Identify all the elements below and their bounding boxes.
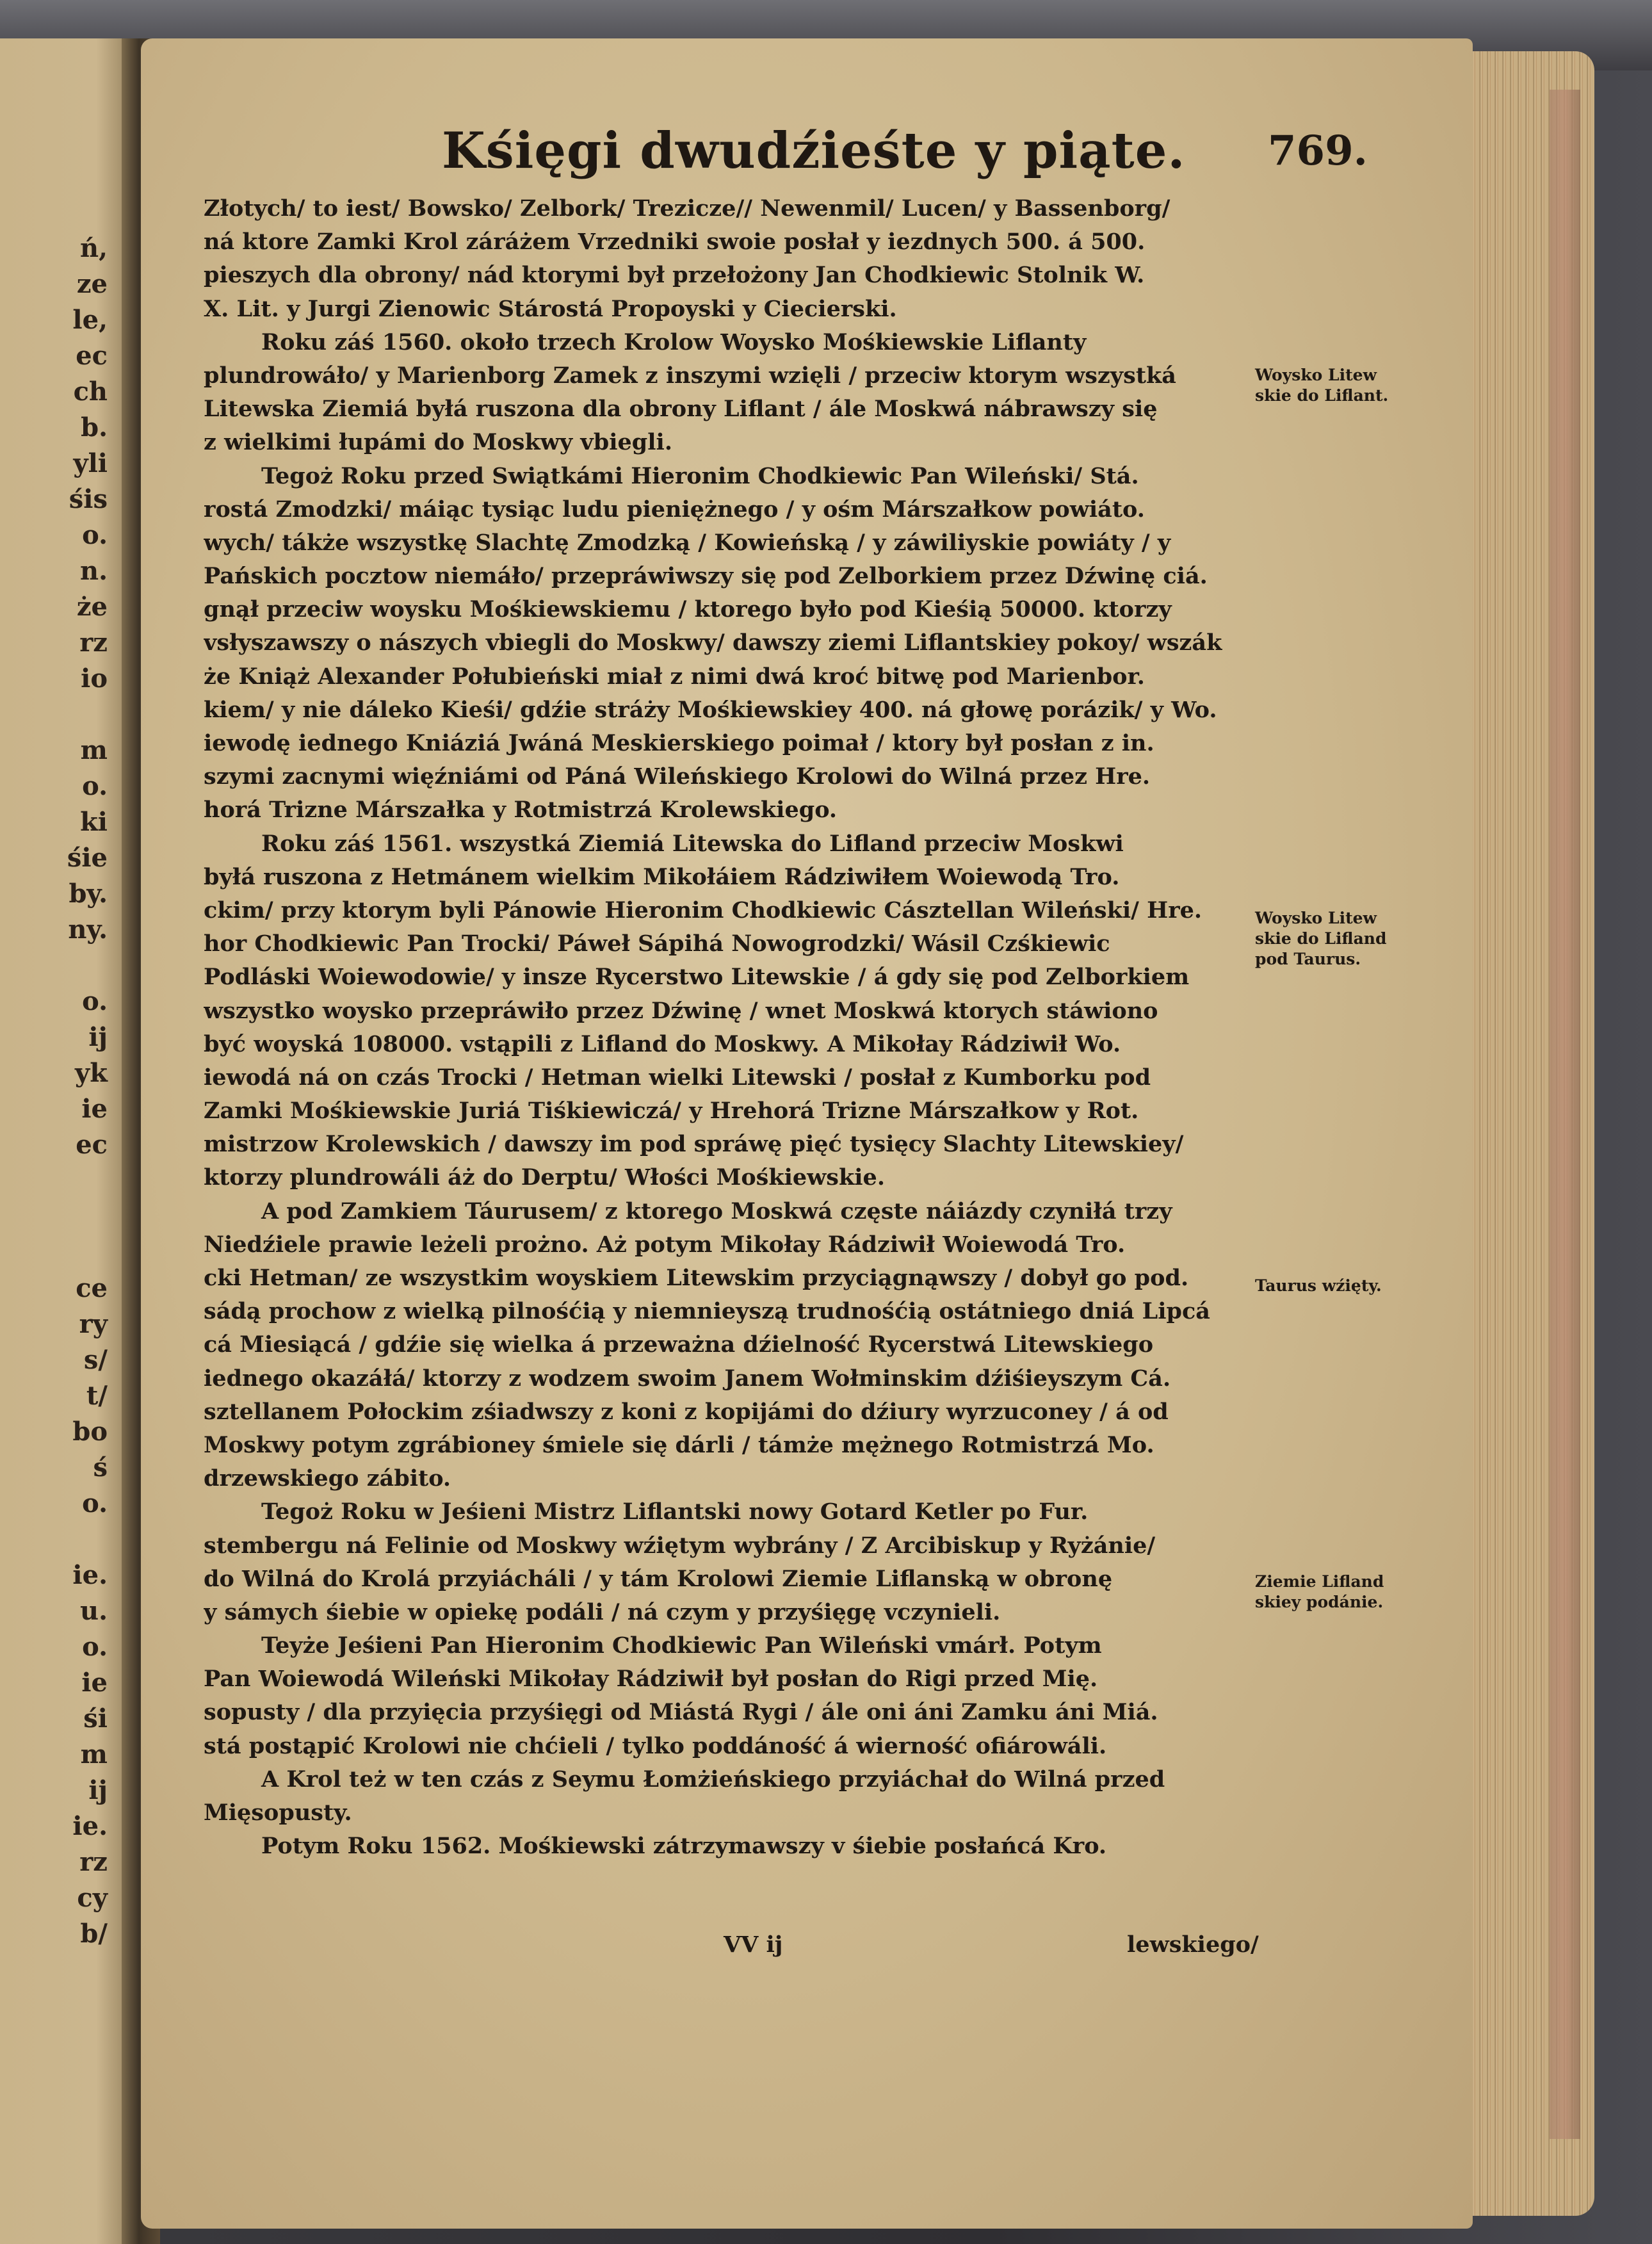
margin-note — [1255, 365, 1409, 406]
left-page-fragment — [0, 1522, 115, 1557]
left-page-fragment: rz — [79, 628, 108, 658]
left-page-fragment: ij — [88, 1022, 108, 1052]
margin-note-line: Taurus wźięty. — [1255, 1276, 1382, 1295]
text-line: hor Chodkiewic Pan Trocki/ Páweł Sápihá Nowogrodzki/ Wásil Czśkiewic — [204, 931, 1110, 957]
left-page-fragment: ny. — [68, 915, 108, 945]
left-page-fragment — [0, 697, 115, 733]
text-line: Litewska Ziemiá byłá ruszona dla obrony Liflant / ále Moskwá nábrawszy się — [204, 396, 1158, 423]
left-page-fragment: ń, — [79, 233, 108, 263]
left-page-fragment: bo — [72, 1417, 108, 1447]
text-line: stembergu ná Felinie od Moskwy wźiętym wybrány / Z Arcibiskup y Ryżánie/ — [204, 1532, 1156, 1559]
left-page-fragment: ze — [76, 269, 108, 299]
text-line: plundrowáło/ y Marienborg Zamek z inszymi wzięli / przeciw ktorym wszystká — [204, 362, 1176, 389]
left-page-fragment: by. — [69, 879, 108, 909]
text-line: Tegoż Roku w Jeśieni Mistrz Liflantski nowy Gotard Ketler po Fur. — [261, 1499, 1089, 1525]
text-line: Złotych/ to iest/ Bowsko/ Zelbork/ Trezicze// Newenmil/ Lucen/ y Bassenborg/ — [204, 195, 1170, 222]
margin-note-line: Ziemie Lifland — [1255, 1572, 1384, 1591]
text-line: Potym Roku 1562. Mośkiewski zátrzymawszy v śiebie posłańcá Kro. — [261, 1833, 1107, 1860]
text-line: horá Trizne Márszałka y Rotmistrzá Krolewskiego. — [204, 797, 838, 824]
page-edges-tint — [1550, 90, 1580, 2139]
text-line: że Kniąż Alexander Połubieński miał z nimi dwá kroć bitwę pod Marienbor. — [204, 663, 1145, 690]
text-line: Pańskich pocztow niemáło/ przepráwiwszy się pod Zelborkiem przez Dźwinę ciá. — [204, 563, 1208, 590]
margin-note-line: skiey podánie. — [1255, 1593, 1384, 1611]
left-page-fragment — [0, 948, 115, 984]
text-line: gnął przeciw woysku Mośkiewskiemu / ktorego było pod Kieśią 50000. ktorzy — [204, 596, 1172, 623]
left-page-fragment: le, — [72, 305, 108, 335]
left-page-fragment: śi — [83, 1703, 108, 1734]
left-page-fragment: ie. — [72, 1560, 108, 1590]
left-facing-page — [0, 38, 138, 2244]
text-line: z wielkimi łupámi do Moskwy vbiegli. — [204, 429, 673, 456]
text-line: ná ktore Zamki Krol záráżem Vrzedniki swoie posłał y iezdnych 500. á 500. — [204, 229, 1146, 256]
left-page-fragment: yk — [75, 1058, 108, 1088]
text-line: cki Hetman/ ze wszystkim woyskiem Litewskim przyciągnąwszy / dobył go pod. — [204, 1265, 1189, 1291]
left-page-fragment: ki — [80, 807, 108, 837]
text-line: Roku záś 1560. około trzech Krolow Woysko Mośkiewskie Liflanty — [261, 329, 1087, 355]
text-line: drzewskiego zábito. — [204, 1465, 451, 1492]
text-line: Mięsopusty. — [204, 1800, 352, 1826]
text-line: A Krol też w ten czás z Seymu Łomżieńskiego przyiáchał do Wilná przed — [261, 1766, 1165, 1793]
left-page-fragment: śis — [69, 484, 108, 514]
left-page-fragment: ie — [81, 1094, 108, 1124]
left-page-fragment: yli — [73, 448, 108, 478]
margin-note-line: Woysko Litew — [1255, 909, 1377, 927]
signature-mark: VV ij — [724, 1931, 783, 1958]
text-line: y sámych śiebie w opiekę podáli / ná czym y przyśięgę vczynieli. — [204, 1598, 1001, 1625]
running-title: Kśięgi dwudźieśte y piąte. — [442, 122, 1186, 180]
text-line: mistrzow Krolewskich / dawszy im pod spráwę pięć tysięcy Slachty Litewskiey/ — [204, 1131, 1184, 1158]
left-page-fragment: ij — [88, 1775, 108, 1805]
left-page-fragment: ry — [79, 1309, 108, 1339]
left-page-fragment: s/ — [83, 1345, 108, 1375]
text-line: iewodę iednego Kniáziá Jwáná Meskierskiego poimał / ktory był posłan z in. — [204, 730, 1154, 756]
left-page-fragment: ch — [73, 377, 108, 407]
left-page-fragment: ie — [81, 1668, 108, 1698]
text-line: Moskwy potym zgrábioney śmiele się dárli / támże mężnego Rotmistrzá Mo. — [204, 1431, 1154, 1458]
left-page-fragment: m — [80, 735, 108, 765]
left-page-fragments — [0, 231, 115, 1952]
text-line: wszystko woysko przepráwiło przez Dźwinę / wnet Moskwá ktorych stáwiono — [204, 997, 1158, 1024]
text-line: byłá ruszona z Hetmánem wielkim Mikołáiem Rádziwiłem Woiewodą Tro. — [204, 863, 1120, 890]
text-line: kiem/ y nie dáleko Kieśi/ gdźie stráży Mośkiewskiey 400. ná głowę porázik/ y Wo. — [204, 696, 1217, 723]
left-page-fragment: cy — [77, 1883, 108, 1913]
text-line: A pod Zamkiem Táurusem/ z ktorego Moskwá częste náiázdy czyniłá trzy — [261, 1198, 1172, 1224]
left-page-fragment: o. — [82, 1632, 108, 1662]
margin-note — [1255, 1572, 1409, 1613]
text-line: sztellanem Połockim zśiadwszy z koni z kopijámi do dźiury wyrzuconey / á od — [204, 1398, 1169, 1425]
text-line: Pan Woiewodá Wileński Mikołay Rádziwił był posłan do Rigi przed Mię. — [204, 1666, 1098, 1693]
left-page-fragment: ce — [76, 1273, 108, 1303]
text-line: ktorzy plundrowáli áż do Derptu/ Włości Mośkiewskie. — [204, 1164, 886, 1191]
body-text — [204, 192, 1254, 1863]
margin-note-line: skie do Liflant. — [1255, 386, 1389, 405]
text-line: Podláski Woiewodowie/ y insze Rycerstwo Litewskie / á gdy się pod Zelborkiem — [204, 964, 1190, 991]
left-page-fragment: ec — [76, 341, 108, 371]
left-page-fragment: b/ — [80, 1919, 108, 1949]
left-page-fragment: o. — [82, 771, 108, 801]
catchword: lewskiego/ — [1127, 1931, 1259, 1958]
text-line: wych/ tákże wszystkę Slachtę Zmodzką / Kowieńską / y záwiliyskie powiáty / y — [204, 529, 1171, 556]
left-page-fragment: n. — [79, 556, 108, 586]
text-line: iewodá ná on czás Trocki / Hetman wielki Litewski / posłał z Kumborku pod — [204, 1064, 1151, 1091]
left-page-fragment: ś — [93, 1452, 108, 1483]
text-line: być woyská 108000. vstąpili z Lifland do Moskwy. A Mikołay Rádziwił Wo. — [204, 1030, 1121, 1057]
left-page-fragment: b. — [81, 412, 108, 443]
text-line: szymi zacnymi więźniámi od Páná Wileńskiego Krolowi do Wilná przez Hre. — [204, 763, 1151, 790]
page-header — [442, 122, 1274, 192]
left-page-fragment: o. — [82, 520, 108, 550]
left-page-fragment: m — [80, 1739, 108, 1769]
text-line: Niedźiele prawie leżeli prożno. Aż potym Mikołay Rádziwił Woiewodá Tro. — [204, 1231, 1126, 1258]
left-page-fragment: rz — [79, 1847, 108, 1877]
text-line: do Wilná do Krolá przyiácháli / y tám Krolowi Ziemie Liflanską w obronę — [204, 1565, 1113, 1592]
page-number: 769. — [1268, 127, 1368, 175]
margin-note-line: skie do Lifland — [1255, 929, 1387, 948]
text-line: Teyże Jeśieni Pan Hieronim Chodkiewic Pan Wileński vmárł. Potym — [261, 1632, 1102, 1659]
text-line: ckim/ przy ktorym byli Pánowie Hieronim Chodkiewic Cásztellan Wileński/ Hre. — [204, 897, 1203, 923]
left-page-fragment: u. — [79, 1596, 108, 1626]
text-line: pieszych dla obrony/ nád ktorymi był przełożony Jan Chodkiewic Stolnik W. — [204, 262, 1145, 289]
margin-note-line: pod Taurus. — [1255, 950, 1361, 968]
left-page-fragment: że — [76, 592, 108, 622]
text-line: sopusty / dla przyięcia przyśięgi od Miástá Rygi / ále oni áni Zamku áni Miá. — [204, 1699, 1158, 1726]
text-line: iednego okazáłá/ ktorzy z wodzem swoim Janem Wołminskim dźiśieyszym Cá. — [204, 1365, 1171, 1392]
left-page-fragment: śie — [67, 843, 108, 873]
left-page-fragment: o. — [82, 1488, 108, 1518]
text-line: Roku záś 1561. wszystká Ziemiá Litewska do Lifland przeciw Moskwi — [261, 830, 1124, 857]
text-line: sádą prochow z wielką pilnośćią y niemnieyszą trudnośćią ostátniego dniá Lipcá — [204, 1298, 1210, 1325]
text-line: X. Lit. y Jurgi Zienowic Stárostá Propoyski y Ciecierski. — [204, 295, 897, 322]
left-page-fragment — [0, 1163, 115, 1199]
left-page-fragment: t/ — [86, 1381, 108, 1411]
text-line: Zamki Mośkiewskie Juriá Tiśkiewiczá/ y Hrehorá Trizne Márszałkow y Rot. — [204, 1098, 1139, 1125]
text-line: rostá Zmodzki/ máiąc tysiąc ludu pieniężnego / y ośm Márszałkow powiáto. — [204, 496, 1145, 523]
left-page-fragment — [0, 1235, 115, 1271]
text-line: cá Miesiącá / gdźie się wielka á przeważna dźielność Rycerstwá Litewskiego — [204, 1331, 1154, 1358]
text-line: Tegoż Roku przed Swiątkámi Hieronim Chodkiewic Pan Wileński/ Stá. — [261, 462, 1139, 489]
text-line: stá postąpić Krolowi nie chćieli / tylko poddáność á wierność ofiárowáli. — [204, 1732, 1107, 1759]
left-page-fragment: ie. — [72, 1811, 108, 1841]
left-page-fragment: o. — [82, 986, 108, 1016]
margin-note — [1255, 908, 1409, 970]
left-page-fragment: ec — [76, 1130, 108, 1160]
margin-note — [1255, 1276, 1409, 1296]
margin-note-line: Woysko Litew — [1255, 366, 1377, 384]
text-line: vsłyszawszy o nászych vbiegli do Moskwy/ dawszy ziemi Liflantskiey pokoy/ wszák — [204, 630, 1222, 656]
left-page-fragment — [0, 1199, 115, 1235]
left-page-fragment: io — [81, 663, 108, 694]
